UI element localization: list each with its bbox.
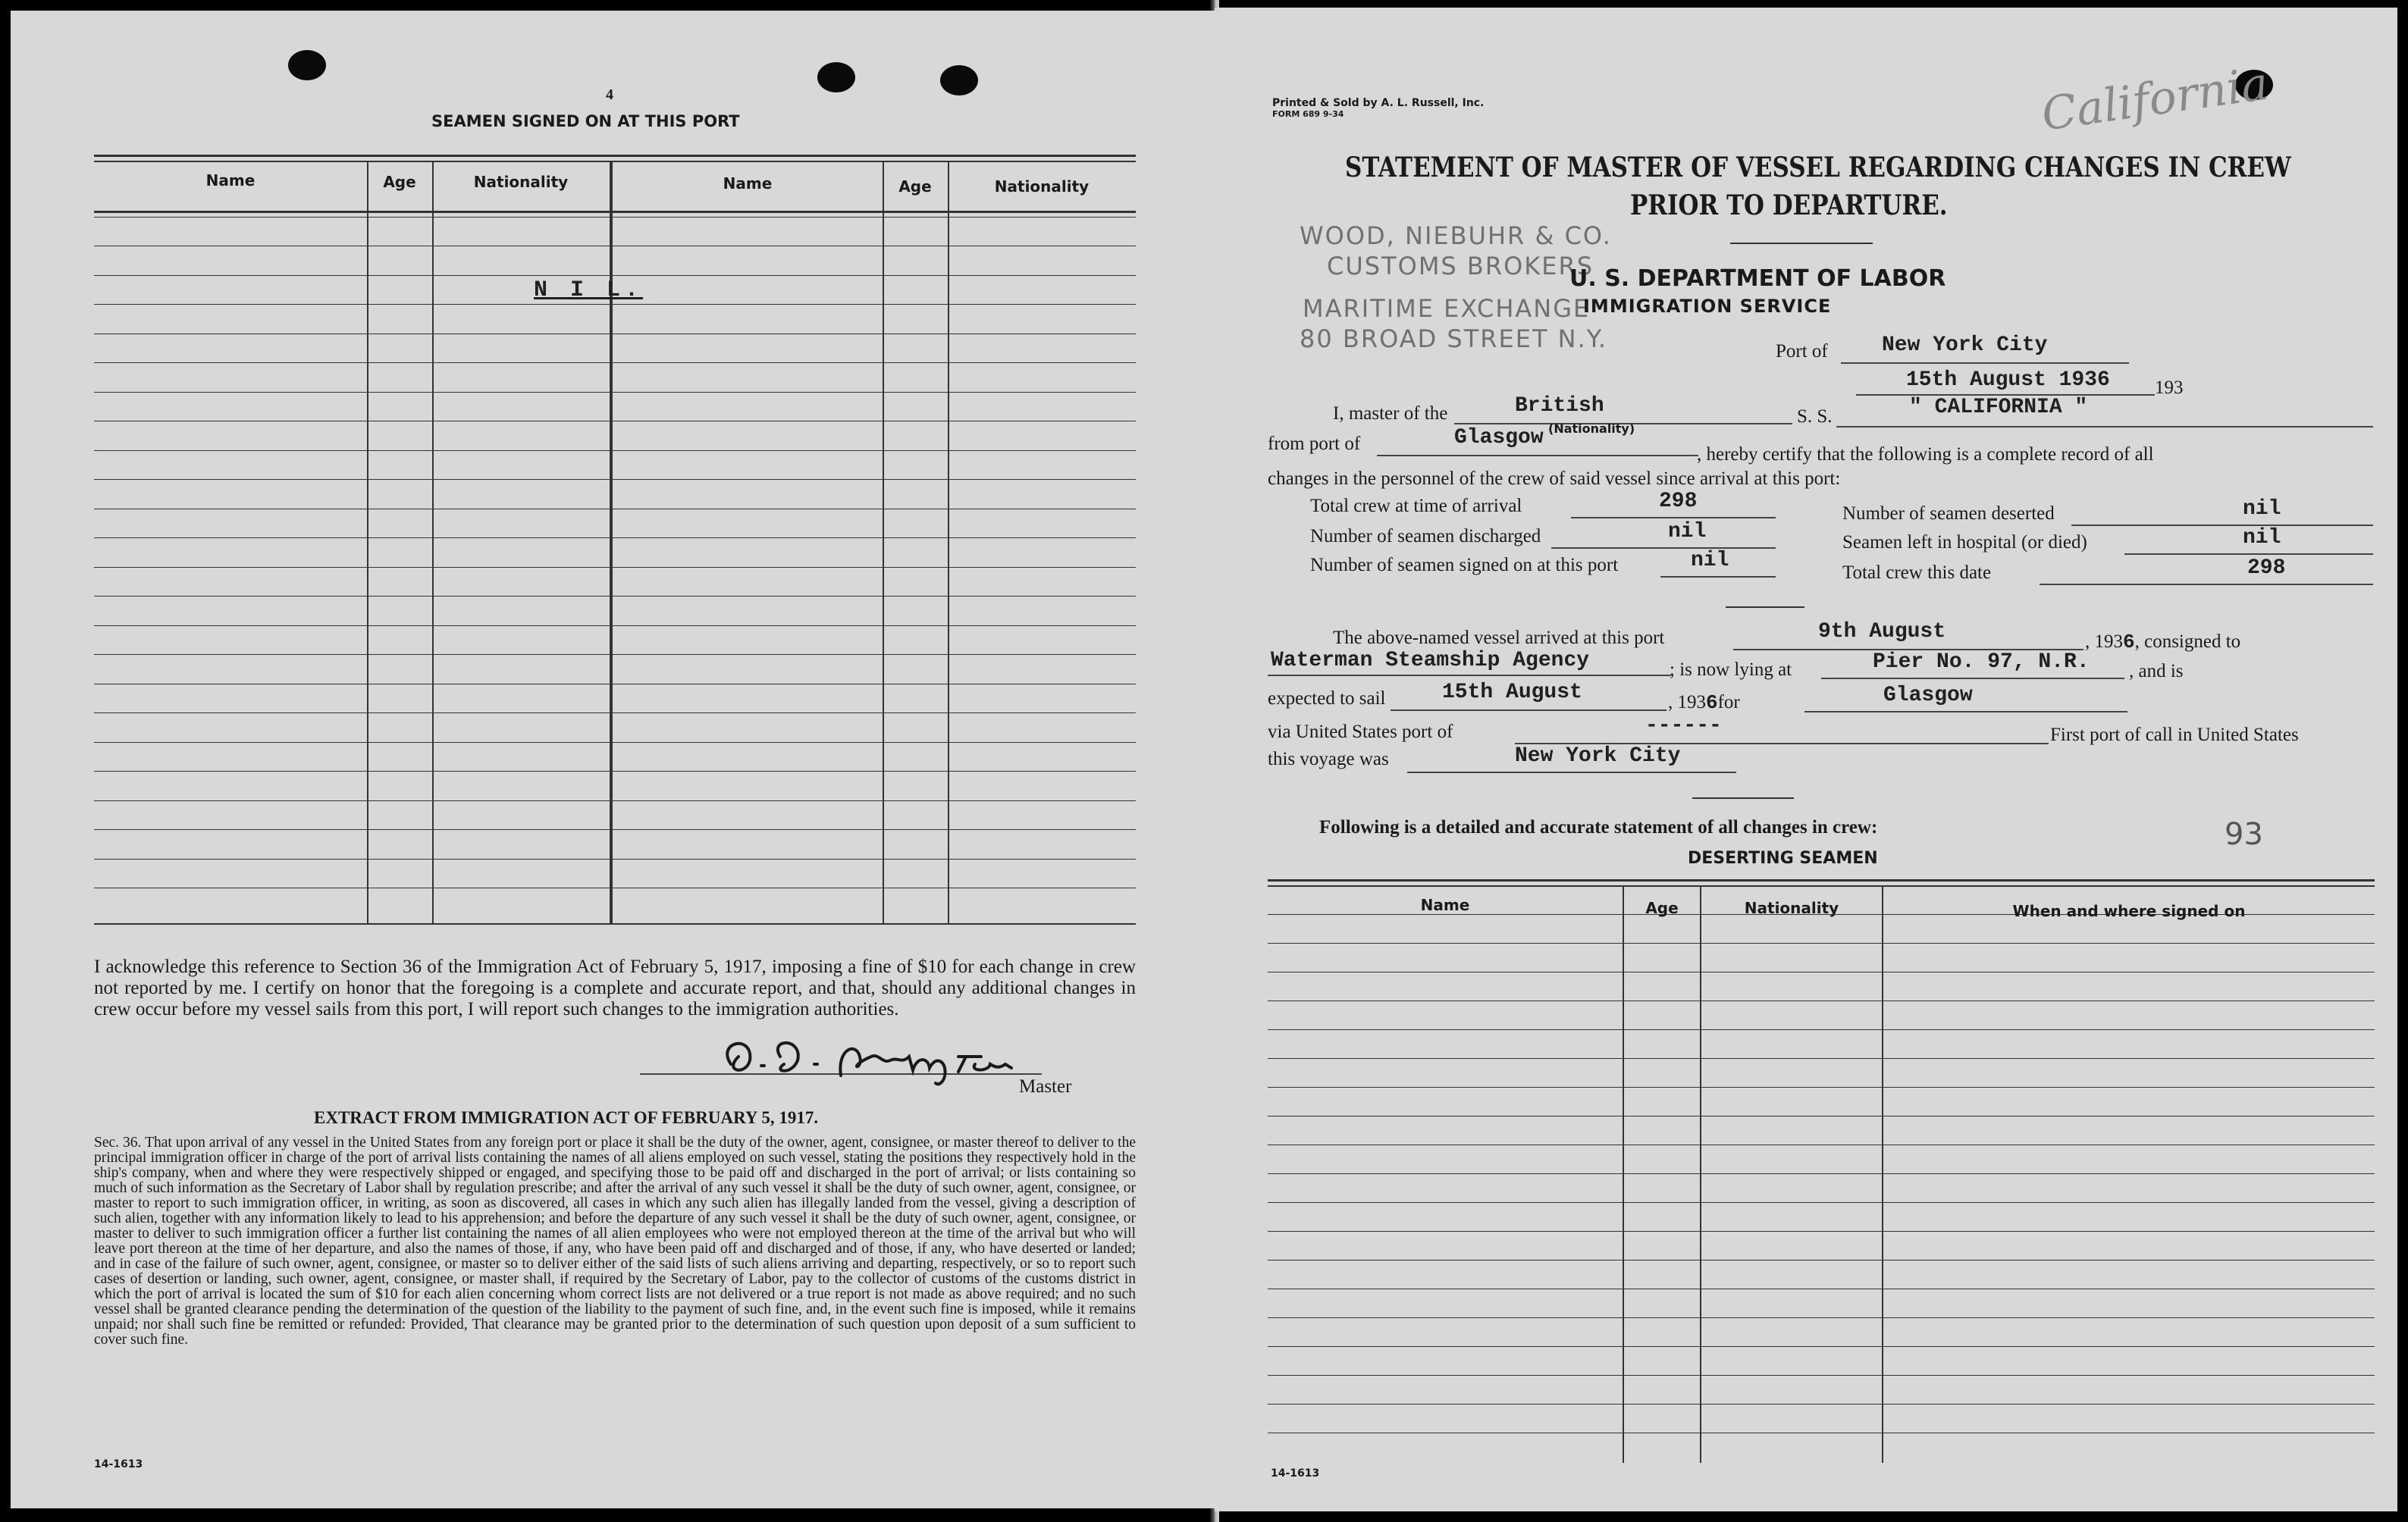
arrived-label: The above-named vessel arrived at this port [1333,628,1665,648]
for-value: Glasgow [1883,684,1973,707]
date-value: 15th August 1936 [1906,368,2110,392]
right-page: Printed & Sold by A. L. Russell, Inc. FORM 689 9-34 California STATEMENT OF MASTER OF VESSEL REGARDING CHANGES IN CREW PRIOR TO DEPARTURE. WOOD, NIEBUHR & CO. CUSTOMS BROKERS MARITIME EXCHANGE 80 BROAD STREET N.Y. U. S. DEPARTMENT OF LABOR IMMIGRATION SERVICE Port of New York City 15th August 1936 193 I, master of the British S. S. " CALIFORNIA " from port of Glasgow (Nationality) , hereby certify that the following is a complete record of all changes in the personnel of the crew of said vessel since arrival at this port: Total crew at time of arrival 298 Number of seamen discharged nil Number of seamen signed on at this port nil Number of seamen deserted nil Seamen left in hospital (or died) nil Total crew this date 298 The above-named vessel arrived at this port 9th August , 1936, consigned to Waterman Steamship Agency ; is now lying at Pier No. 97, N.R. , and is expected to sail 15th August , 1936for Glasgow via United States port of ------ First port of call in United States this voyage was New York City Following is a detailed and accurate statement of all changes in crew: 93 DESERTING SEAMEN Name Age Nationality When and where signed on 14-1613 [1215,8,2397,1511]
deserted-value: nil [2243,497,2281,521]
section-title: SEAMEN SIGNED ON AT THIS PORT [431,112,740,130]
total-crew-date-value: 298 [2247,556,2286,580]
acknowledgement-text: I acknowledge this reference to Section 36 of the Immigration Act of February 5, 1917, imposing a fine of $10 for each change in crew not reported by me. I certify on honor that the foregoing is a complete and accurate report, and that, should any additional changes in crew occur before my vessel sails from this port, I will report such changes to the immigration authorities. [94,957,1136,1019]
port-label: Port of [1776,341,1828,362]
nil-entry: N I L. [534,277,644,303]
table-row-rule [94,625,1136,626]
master-signature [708,1034,1027,1087]
table-row-rule [94,479,1136,480]
column-header-name: Name [1420,896,1470,914]
table-row-rule [94,829,1136,830]
table-row-rule [94,392,1136,393]
column-header-age: Age [383,173,416,191]
vessel-value: " CALIFORNIA " [1909,396,2088,419]
following-label: Following is a detailed and accurate statement of all changes in crew: [1319,817,1878,838]
lying-value: Pier No. 97, N.R. [1873,650,2090,674]
expected-label: expected to sail [1268,688,1386,709]
column-header-nationality-2: Nationality [994,177,1090,196]
extract-title: EXTRACT FROM IMMIGRATION ACT OF FEBRUARY 5, 1917. [314,1108,819,1127]
deserting-title: DESERTING SEAMEN [1688,849,1878,868]
form-code-right: 14-1613 [1271,1467,1320,1480]
signed-on-value: nil [1691,549,1729,572]
column-header-nationality: Nationality [1744,899,1839,917]
handwritten-number: 93 [2225,817,2263,852]
table-row-rule [1268,1317,2375,1318]
from-port-value: Glasgow [1454,426,1544,449]
port-value: New York City [1882,334,2048,357]
table-row-rule [94,654,1136,655]
column-header-age-2: Age [898,177,932,196]
table-row-rule [1268,1087,2375,1088]
table-row-rule [94,362,1136,363]
punch-hole [940,65,978,96]
table-row-rule [94,800,1136,801]
table-row-rule [94,567,1136,568]
nationality-caption: (Nationality) [1548,421,1635,436]
table-row-rule [1268,1260,2375,1261]
left-page [11,11,1215,1508]
voyage-label: this voyage was [1268,749,1389,769]
printer-credit: Printed & Sold by A. L. Russell, Inc. [1272,97,1485,109]
table-row-rule [94,275,1136,276]
table-row-rule [94,304,1136,305]
arrived-value: 9th August [1818,620,1946,644]
voyage-value: New York City [1515,744,1681,768]
expected-value: 15th August [1442,681,1582,704]
table-row-rule [1268,1231,2375,1232]
total-crew-arrival-value: 298 [1659,490,1698,513]
from-port-label: from port of [1268,434,1361,454]
certify-text-2: changes in the personnel of the crew of said vessel since arrival at this port: [1268,468,1841,489]
table-row-rule [94,712,1136,713]
table-row-rule [94,537,1136,538]
punch-hole [817,62,855,92]
form-number: FORM 689 9-34 [1272,109,1344,119]
handwritten-note: California [2038,57,2272,142]
date-suffix: 193 [2155,377,2184,398]
page-number: 4 [606,86,613,103]
hospital-value: nil [2243,526,2281,550]
table-row-rule [94,450,1136,451]
table-row-rule [94,859,1136,860]
master-of-label: I, master of the [1333,403,1448,424]
table-row-rule [1268,943,2375,944]
table-row-rule [1268,1346,2375,1347]
ss-label: S. S. [1797,406,1833,427]
table-row-rule [94,742,1136,743]
discharged-value: nil [1668,520,1707,543]
column-header-age: Age [1645,899,1679,917]
form-title-line1: STATEMENT OF MASTER OF VESSEL REGARDING CHANGES IN CREW [1345,152,2291,183]
expected-year-digit: 6 [1706,691,1718,714]
table-row-rule [1268,1058,2375,1059]
column-header-name: Name [205,171,256,189]
lying-label: ; is now lying at [1670,659,1792,680]
table-row-rule [1268,1375,2375,1376]
service-label: IMMIGRATION SERVICE [1583,296,1832,317]
table-row-rule [1268,1173,2375,1174]
table-row-rule [94,596,1136,597]
column-header-nationality: Nationality [473,173,569,191]
department-label: U. S. DEPARTMENT OF LABOR [1569,265,1946,292]
via-label: via United States port of [1268,722,1453,742]
and-is-label: , and is [2129,661,2184,681]
table-row-rule [1268,1202,2375,1203]
consignee-value: Waterman Steamship Agency [1271,649,1590,672]
certify-text: , hereby certify that the following is a complete record of all [1697,444,2154,465]
extract-text: Sec. 36. That upon arrival of any vessel in the United States from any foreign port or place it shall be the duty of the owner, agent, consignee, or master thereof to deliver to the principal immigration officer in charge of the port of arrival lists containing the names of all aliens employed on such vessel, stating the positions they respectively hold in the ship's company, when and where they were respectively shipped or engaged, and specifying those to be paid off and discharged in the port of arrival; or lists containing so much of such information as the Secretary of Labor shall by regulation prescribe; and after the arrival of any such vessel it shall be the duty of such owner, agent, consignee, or master to report to such immigration officer, in writing, as soon as discovered, all cases in which any such alien has illegally landed from the vessel, giving a description of such alien, together with any information likely to lead to his apprehension; and before the departure of any such vessel it shall be the duty of such owner, agent, consignee, or master to deliver to such immigration officer a further list containing the names of all alien employees who were not employed thereon at the time of the arrival but who will leave port thereon at the time of her departure, and also the names of those, if any, who have been paid off and discharged and of those, if any, who have deserted or landed; and in case of the failure of such owner, agent, consignee, or master so to deliver either of the said lists of such aliens arriving and departing, respectively, or so to report such cases of desertion or landing, such owner, agent, consignee, or master shall, if required by the Secretary of Labor, pay to the collector of customs of the customs district in which the port of arrival is located the sum of $10 for each alien concerning whom correct lists are not delivered or a true report is not made as above required; and no such vessel shall be granted clearance pending the determination of the question of the liability to the payment of such fine, and, in the event such fine is imposed, while it remains unpaid; nor shall such fine be remitted or refunded: Provided, That clearance may be granted prior to the determination of such question upon deposit of a sum sufficient to cover such fine. [94,1135,1136,1348]
via-value: ------ [1645,714,1722,738]
form-code-left: 14-1613 [94,1458,143,1470]
first-port-label: First port of call in United States [2050,725,2299,745]
table-row-rule [94,771,1136,772]
column-header-name-2: Name [723,174,773,193]
table-row-rule [1268,1029,2375,1030]
nationality-value: British [1515,394,1604,418]
punch-hole [288,50,326,80]
arrived-year-digit: 6 [2123,631,2135,653]
table-row-rule [1268,1404,2375,1405]
column-header-when-where: When and where signed on [2012,902,2246,920]
form-title-line2: PRIOR TO DEPARTURE. [1630,189,1948,221]
master-label: Master [1019,1076,1072,1097]
